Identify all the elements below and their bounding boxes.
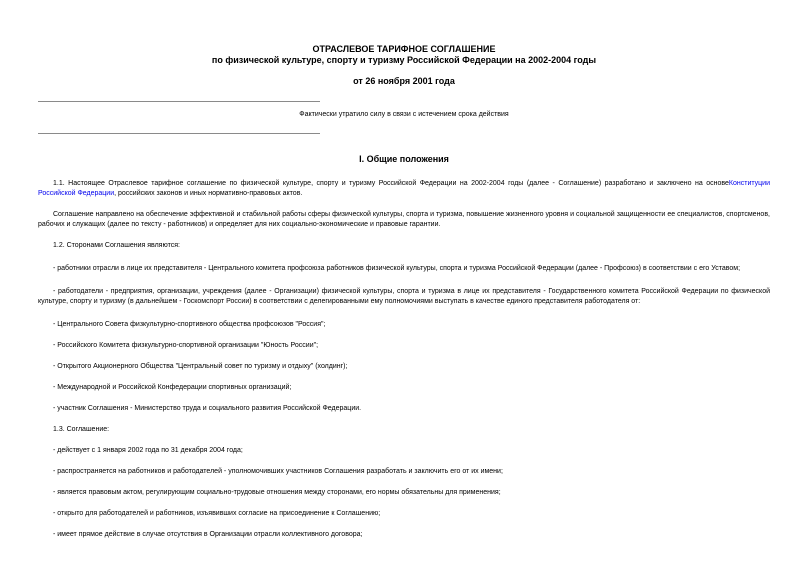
list-item-rossiya: - Центрального Совета физкультурно-спортивного общества профсоюзов "Россия"; [53,321,326,328]
paragraph-1-1-tail: , российских законов и иных нормативно-правовых актов. [114,190,303,197]
list-item-yunost: - Российского Комитета физкультурно-спортивной организации "Юность России"; [53,342,319,349]
document-title-line-1: ОТРАСЛЕВОЕ ТАРИФНОЕ СОГЛАШЕНИЕ [312,44,496,54]
paragraph-1-2: 1.2. Сторонами Соглашения являются: [53,242,180,249]
list-item-tourism-council: - Открытого Акционерного Общества "Центральный совет по туризму и отдыху" (холдинг); [53,363,348,370]
list-item-direct-effect: - имеет прямое действие в случае отсутствия в Организации отрасли коллективного договора; [53,531,363,538]
list-item-employers: - работодатели - предприятия, организации, учреждения (далее - Организации) физической культуры, спорта и туризма в лице их представителя - Государственного комитета Российской Федерации по физической культуре, спорту и туризму (в дальнейшем - Госкомспорт России) в соответствии с делегированными ему полномочиями выступать в качестве единого представителя работодателя от: [38,288,770,305]
separator-rule-top [38,101,320,102]
list-item-open: - открыто для работодателей и работников, изъявивших согласие на присоединение к Соглашению; [53,510,381,517]
list-item-legal-act: - является правовым актом, регулирующим социально-трудовые отношения между сторонами, его нормы обязательны для применения; [53,489,501,496]
constitution-link[interactable]: Конституции Российской Федерации [38,180,770,197]
list-item-workers: - работники отрасли в лице их представителя - Центрального комитета профсоюза работников физической культуры, спорта и туризма Российской Федерации (далее - Профсоюз) в соответствии с его Уставом; [53,265,741,272]
separator-rule-bottom [38,133,320,134]
paragraph-1-3: 1.3. Соглашение: [53,426,110,433]
document-title [38,44,770,66]
section-heading: I. Общие положения [359,154,449,164]
document-page [38,0,770,540]
list-item-scope: - распространяется на работников и работодателей - уполномочивших участников Соглашения разработать и заключить его от их имени; [53,468,503,475]
paragraph-1-1-text: 1.1. Настоящее Отраслевое тарифное соглашение по физической культуре, спорту и туризму Российской Федерации на 2002-2004 годы (далее - Соглашение) разработано и заключено на основе [53,180,729,187]
paragraph-purpose: Соглашение направлено на обеспечение эффективной и стабильной работы сферы физической культуры, спорта и туризма, повышение жизненного уровня и социальной защищенности ее специалистов, спортсменов, рабочих и служащих (далее по тексту - работников) и определяет для них социально-экономические и правовые гарантии. [38,211,770,228]
document-date: от 26 ноября 2001 года [353,76,455,86]
list-item-validity: - действует с 1 января 2002 года по 31 декабря 2004 года; [53,447,243,454]
status-note: Фактически утратило силу в связи с истечением срока действия [299,111,509,118]
paragraph-1-1 [38,179,770,199]
document-body [38,179,770,540]
list-item-ministry: - участник Соглашения - Министерство труда и социального развития Российской Федерации. [53,405,362,412]
list-item-confederation: - Международной и Российской Конфедерации спортивных организаций; [53,384,292,391]
document-title-line-2: по физической культуре, спорту и туризму Российской Федерации на 2002-2004 годы [211,55,597,65]
